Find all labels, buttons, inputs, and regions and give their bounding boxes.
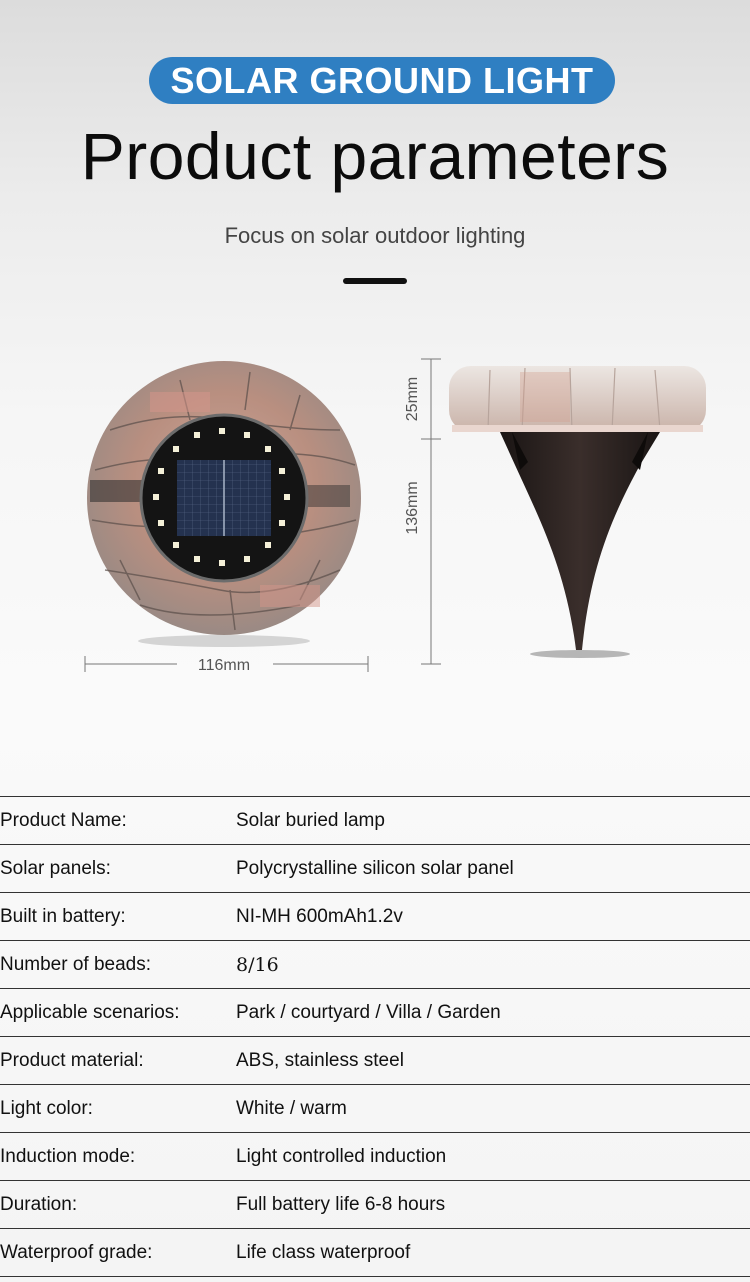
table-row — [0, 1037, 750, 1085]
spec-table — [0, 796, 750, 1277]
title-divider — [343, 278, 407, 284]
lamp-top-view — [87, 361, 361, 647]
spec-value: Polycrystalline silicon solar panel — [236, 857, 514, 879]
spec-value: 8/16 — [236, 953, 279, 976]
spec-value: Park / courtyard / Villa / Garden — [236, 1001, 501, 1023]
spec-label: Solar panels: — [0, 857, 111, 879]
width-label: 116mm — [197, 657, 251, 674]
page-subtitle: Focus on solar outdoor lighting — [224, 223, 526, 248]
page-title: Product parameters — [80, 119, 670, 193]
table-row — [0, 893, 750, 941]
spec-label: Induction mode: — [0, 1145, 136, 1167]
table-row — [0, 941, 750, 989]
table-row — [0, 1085, 750, 1133]
spec-value: Solar buried lamp — [236, 809, 385, 831]
spec-value: Life class waterproof — [236, 1241, 411, 1263]
spec-label: Number of beads: — [0, 953, 152, 975]
stake-height-label: 136mm — [404, 481, 421, 535]
height-dimension — [421, 359, 441, 664]
spec-label: Applicable scenarios: — [0, 1001, 180, 1023]
spec-value: ABS, stainless steel — [236, 1049, 404, 1071]
spec-label: Product material: — [0, 1049, 144, 1071]
product-category-badge: SOLAR GROUND LIGHT — [149, 57, 615, 104]
spec-value: Full battery life 6-8 hours — [236, 1193, 446, 1215]
spec-value: Light controlled induction — [236, 1145, 447, 1167]
product-illustration — [0, 340, 750, 690]
spec-label: Light color: — [0, 1097, 93, 1119]
spec-label: Built in battery: — [0, 905, 126, 927]
spec-label: Waterproof grade: — [0, 1241, 153, 1263]
table-row — [0, 845, 750, 893]
spec-value: NI-MH 600mAh1.2v — [236, 905, 403, 927]
top-height-label: 25mm — [404, 376, 421, 422]
table-row — [0, 1229, 750, 1277]
lamp-side-view — [449, 366, 706, 658]
table-row — [0, 1181, 750, 1229]
table-row — [0, 797, 750, 845]
spec-value: White / warm — [236, 1097, 347, 1119]
table-row — [0, 989, 750, 1037]
spec-label: Duration: — [0, 1193, 78, 1215]
table-row — [0, 1133, 750, 1181]
spec-label: Product Name: — [0, 809, 127, 831]
